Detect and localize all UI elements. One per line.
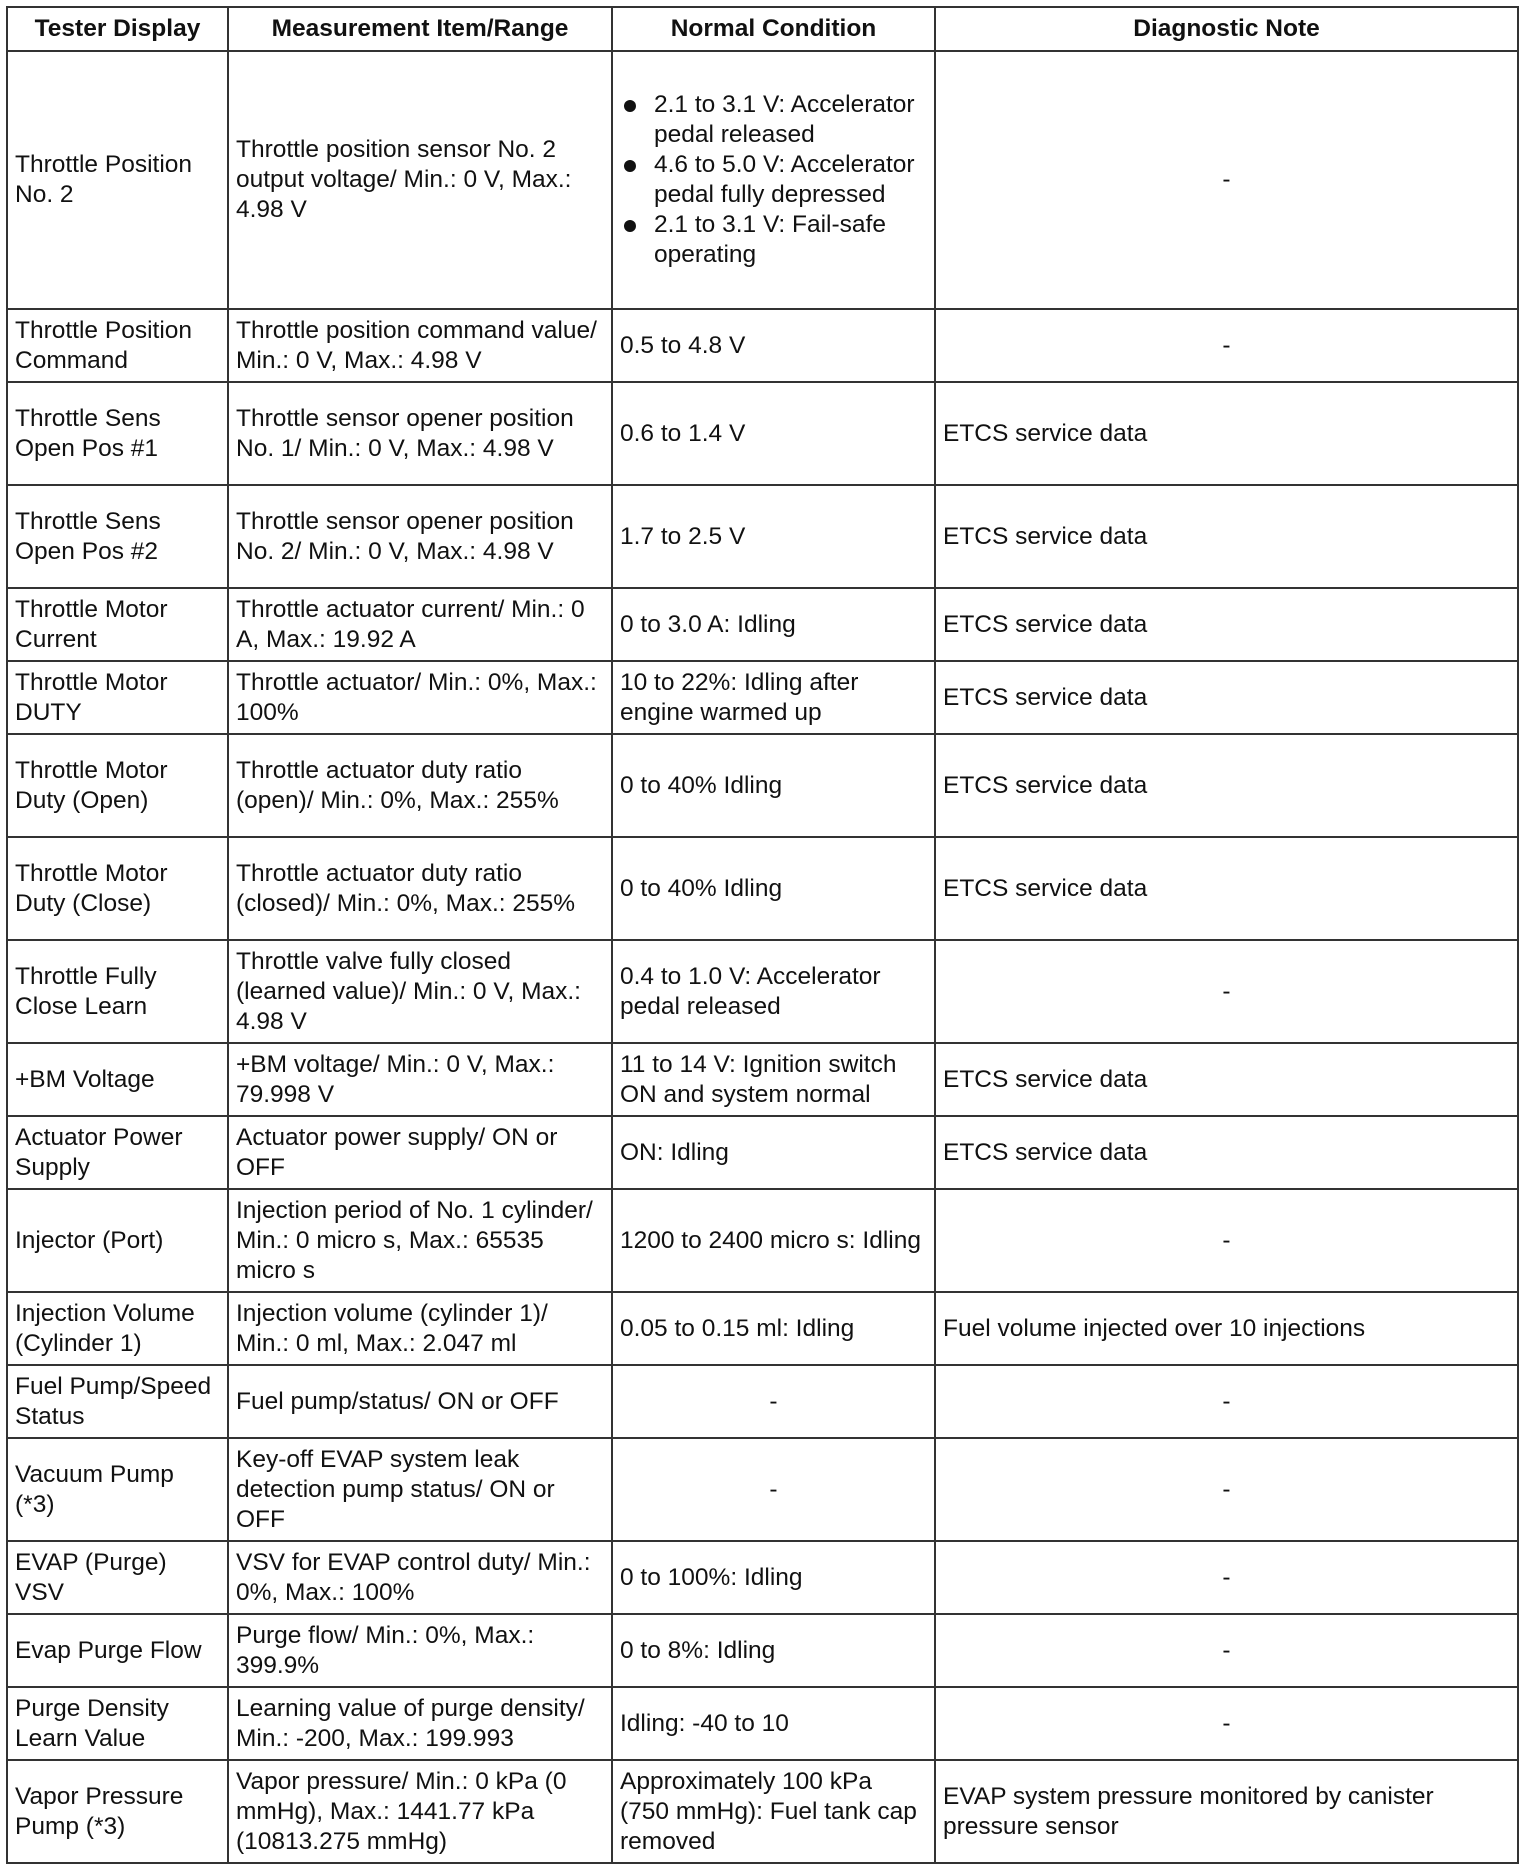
header-normal-condition: Normal Condition [612, 7, 935, 51]
measurement-cell: Key-off EVAP system leak detection pump status/ ON or OFF [228, 1438, 612, 1541]
normal-condition-cell: 0.5 to 4.8 V [612, 309, 935, 382]
measurement-cell: Throttle actuator duty ratio (open)/ Min.: 0%, Max.: 255% [228, 734, 612, 837]
table-row [7, 51, 1518, 309]
diagnostic-note-cell: ETCS service data [935, 1043, 1518, 1116]
header-tester-display: Tester Display [7, 7, 228, 51]
diagnostic-note-cell: ETCS service data [935, 382, 1518, 485]
diagnostic-note-cell: - [935, 1189, 1518, 1292]
table-row [7, 1614, 1518, 1687]
list-item: 2.1 to 3.1 V: Accelerator pedal released [620, 90, 927, 150]
measurement-cell: Learning value of purge density/ Min.: -200, Max.: 199.993 [228, 1687, 612, 1760]
normal-condition-cell: 1.7 to 2.5 V [612, 485, 935, 588]
header-measurement: Measurement Item/Range [228, 7, 612, 51]
normal-condition-cell: 0 to 40% Idling [612, 837, 935, 940]
measurement-cell: Throttle actuator/ Min.: 0%, Max.: 100% [228, 661, 612, 734]
table-row [7, 1116, 1518, 1189]
diagnostic-note-cell: ETCS service data [935, 588, 1518, 661]
header-row [7, 7, 1518, 51]
tester-display-cell: EVAP (Purge) VSV [7, 1541, 228, 1614]
normal-condition-cell: - [612, 1365, 935, 1438]
tester-display-cell: Throttle Sens Open Pos #1 [7, 382, 228, 485]
diagnostic-note-cell: ETCS service data [935, 1116, 1518, 1189]
table-row [7, 1687, 1518, 1760]
measurement-cell: Throttle actuator current/ Min.: 0 A, Max.: 19.92 A [228, 588, 612, 661]
normal-condition-cell: 0.05 to 0.15 ml: Idling [612, 1292, 935, 1365]
table-row [7, 837, 1518, 940]
table-row [7, 382, 1518, 485]
tester-display-cell: Throttle Sens Open Pos #2 [7, 485, 228, 588]
diagnostic-note-cell: EVAP system pressure monitored by canister pressure sensor [935, 1760, 1518, 1863]
tester-display-cell: Throttle Motor Current [7, 588, 228, 661]
measurement-cell: Vapor pressure/ Min.: 0 kPa (0 mmHg), Max.: 1441.77 kPa (10813.275 mmHg) [228, 1760, 612, 1863]
measurement-cell: Throttle valve fully closed (learned value)/ Min.: 0 V, Max.: 4.98 V [228, 940, 612, 1043]
table-row [7, 734, 1518, 837]
tester-display-cell: Fuel Pump/Speed Status [7, 1365, 228, 1438]
measurement-cell: Purge flow/ Min.: 0%, Max.: 399.9% [228, 1614, 612, 1687]
diagnostic-note-cell: - [935, 51, 1518, 309]
table-row [7, 940, 1518, 1043]
measurement-cell: Throttle sensor opener position No. 2/ Min.: 0 V, Max.: 4.98 V [228, 485, 612, 588]
diagnostic-note-cell: - [935, 1438, 1518, 1541]
normal-condition-cell [612, 51, 935, 309]
tester-display-cell: Vapor Pressure Pump (*3) [7, 1760, 228, 1863]
tester-display-cell: Throttle Position Command [7, 309, 228, 382]
normal-condition-cell: 0 to 40% Idling [612, 734, 935, 837]
tester-display-cell: +BM Voltage [7, 1043, 228, 1116]
tester-display-cell: Actuator Power Supply [7, 1116, 228, 1189]
header-diagnostic-note: Diagnostic Note [935, 7, 1518, 51]
diagnostic-note-cell: - [935, 1614, 1518, 1687]
table-row [7, 1438, 1518, 1541]
diagnostic-note-cell: ETCS service data [935, 661, 1518, 734]
normal-condition-cell: 0.4 to 1.0 V: Accelerator pedal released [612, 940, 935, 1043]
table-row [7, 485, 1518, 588]
tester-display-cell: Throttle Motor Duty (Close) [7, 837, 228, 940]
list-item: 4.6 to 5.0 V: Accelerator pedal fully depressed [620, 150, 927, 210]
normal-condition-cell: 0 to 3.0 A: Idling [612, 588, 935, 661]
normal-condition-cell: Idling: -40 to 10 [612, 1687, 935, 1760]
diagnostic-note-cell: - [935, 940, 1518, 1043]
measurement-cell: Throttle actuator duty ratio (closed)/ Min.: 0%, Max.: 255% [228, 837, 612, 940]
diagnostic-note-cell: - [935, 1541, 1518, 1614]
table-row [7, 1365, 1518, 1438]
normal-condition-cell: 1200 to 2400 micro s: Idling [612, 1189, 935, 1292]
tester-display-cell: Injection Volume (Cylinder 1) [7, 1292, 228, 1365]
tester-display-cell: Injector (Port) [7, 1189, 228, 1292]
normal-condition-cell: ON: Idling [612, 1116, 935, 1189]
table-row [7, 309, 1518, 382]
normal-condition-cell: 0 to 100%: Idling [612, 1541, 935, 1614]
measurement-cell: Fuel pump/status/ ON or OFF [228, 1365, 612, 1438]
tester-display-cell: Throttle Motor Duty (Open) [7, 734, 228, 837]
tester-display-cell: Throttle Position No. 2 [7, 51, 228, 309]
measurement-cell: Throttle sensor opener position No. 1/ Min.: 0 V, Max.: 4.98 V [228, 382, 612, 485]
diagnostic-note-cell: - [935, 1365, 1518, 1438]
measurement-cell: Injection period of No. 1 cylinder/ Min.: 0 micro s, Max.: 65535 micro s [228, 1189, 612, 1292]
tester-display-cell: Evap Purge Flow [7, 1614, 228, 1687]
table-row [7, 1292, 1518, 1365]
diagnostic-note-cell: - [935, 1687, 1518, 1760]
measurement-cell: Throttle position command value/ Min.: 0 V, Max.: 4.98 V [228, 309, 612, 382]
diagnostic-note-cell: ETCS service data [935, 837, 1518, 940]
normal-condition-cell: 10 to 22%: Idling after engine warmed up [612, 661, 935, 734]
table-row [7, 1541, 1518, 1614]
table-row [7, 1043, 1518, 1116]
list-item: 2.1 to 3.1 V: Fail-safe operating [620, 210, 927, 270]
table-row [7, 1189, 1518, 1292]
document-page [6, 6, 1519, 1864]
normal-condition-cell: 0 to 8%: Idling [612, 1614, 935, 1687]
condition-list [620, 90, 927, 270]
tester-display-cell: Throttle Fully Close Learn [7, 940, 228, 1043]
diagnostic-note-cell: - [935, 309, 1518, 382]
tester-display-cell: Vacuum Pump (*3) [7, 1438, 228, 1541]
measurement-cell: Actuator power supply/ ON or OFF [228, 1116, 612, 1189]
measurement-cell: Injection volume (cylinder 1)/ Min.: 0 ml, Max.: 2.047 ml [228, 1292, 612, 1365]
diagnostic-note-cell: ETCS service data [935, 734, 1518, 837]
tester-display-cell: Purge Density Learn Value [7, 1687, 228, 1760]
measurement-cell: +BM voltage/ Min.: 0 V, Max.: 79.998 V [228, 1043, 612, 1116]
measurement-cell: VSV for EVAP control duty/ Min.: 0%, Max.: 100% [228, 1541, 612, 1614]
normal-condition-cell: 0.6 to 1.4 V [612, 382, 935, 485]
table-row [7, 1760, 1518, 1863]
diagnostic-note-cell: Fuel volume injected over 10 injections [935, 1292, 1518, 1365]
table-row [7, 588, 1518, 661]
diagnostic-note-cell: ETCS service data [935, 485, 1518, 588]
tester-data-table [6, 6, 1519, 1864]
tester-display-cell: Throttle Motor DUTY [7, 661, 228, 734]
normal-condition-cell: - [612, 1438, 935, 1541]
table-row [7, 661, 1518, 734]
normal-condition-cell: 11 to 14 V: Ignition switch ON and system normal [612, 1043, 935, 1116]
normal-condition-cell: Approximately 100 kPa (750 mmHg): Fuel tank cap removed [612, 1760, 935, 1863]
measurement-cell: Throttle position sensor No. 2 output voltage/ Min.: 0 V, Max.: 4.98 V [228, 51, 612, 309]
